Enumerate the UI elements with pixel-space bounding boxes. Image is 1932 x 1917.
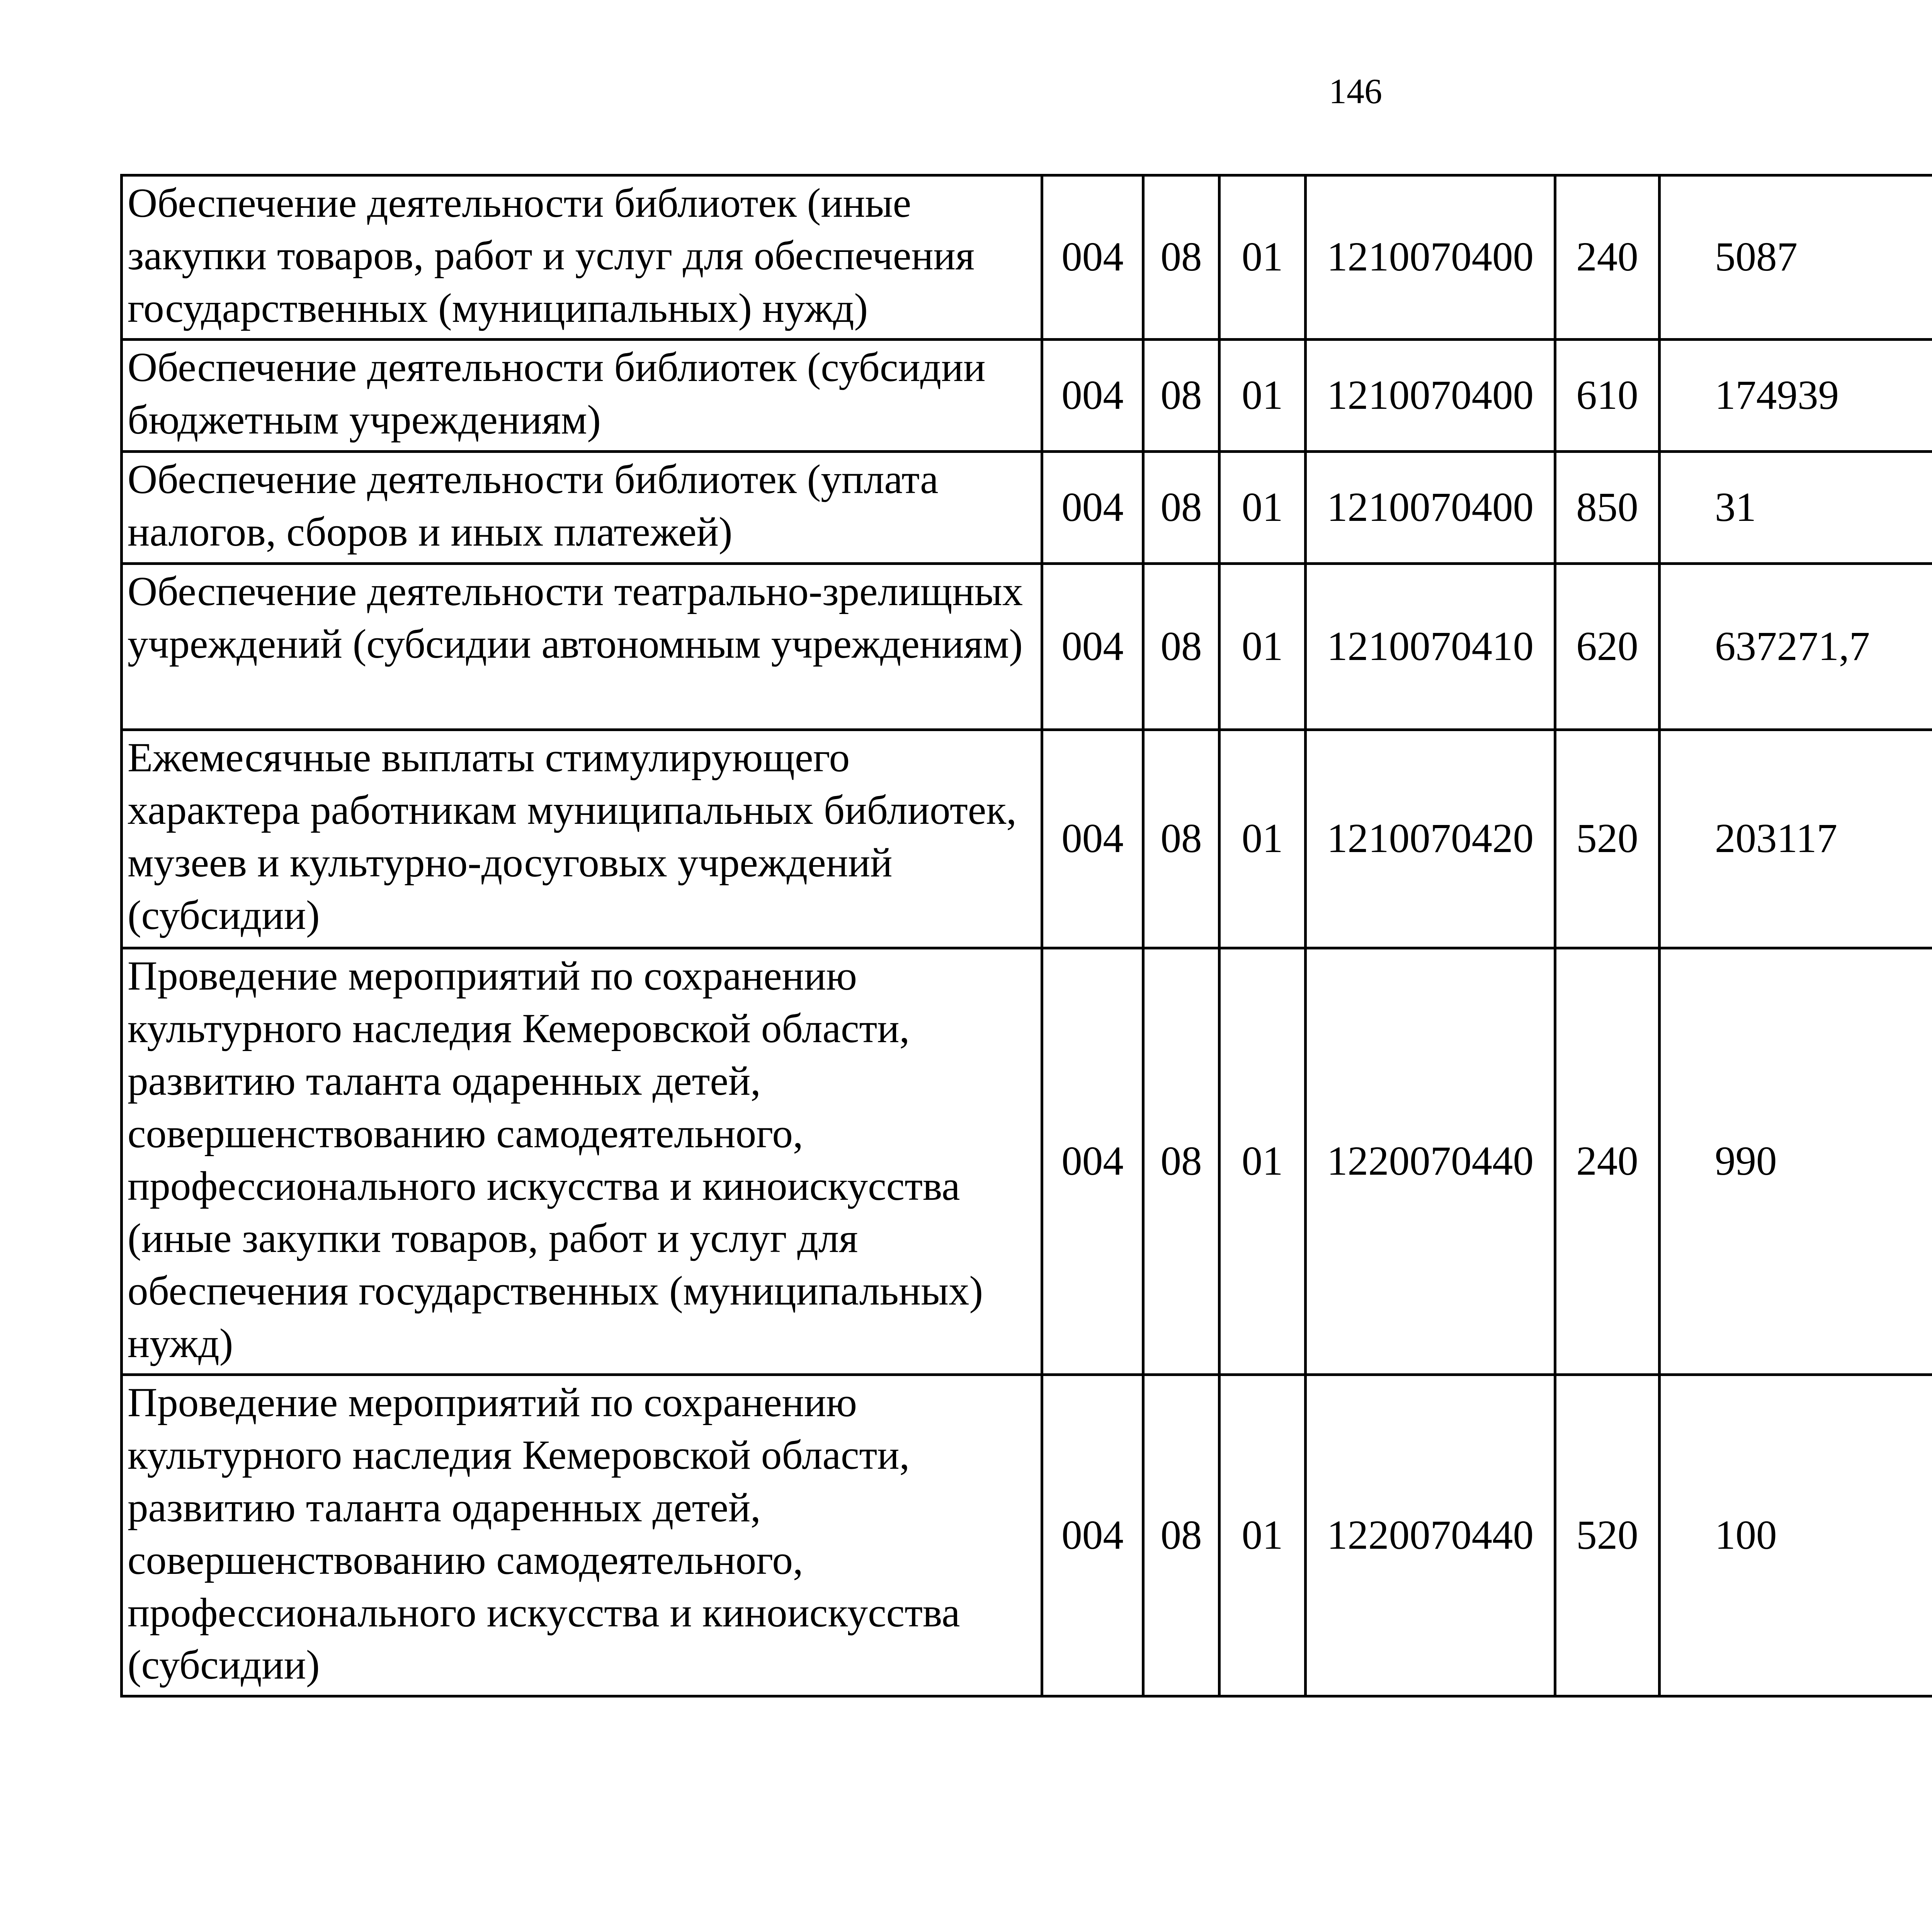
description-line: (иные закупки товаров, работ и услуг для [128, 1216, 858, 1262]
description-line: Ежемесячные выплаты стимулирующего [128, 735, 850, 781]
ministry-code-cell: 004 [1042, 948, 1143, 1375]
amount-year-1-cell: 203117 [1660, 730, 1932, 948]
description-line: развитию таланта одаренных детей, [128, 1485, 761, 1531]
description-line: музеев и культурно-досуговых учреждений [128, 840, 893, 886]
section-code-cell: 08 [1143, 730, 1219, 948]
expense-type-cell: 240 [1555, 175, 1660, 340]
table-row [122, 340, 1932, 452]
description-line: бюджетным учреждениям) [128, 397, 601, 443]
description-line: налогов, сборов и иных платежей) [128, 509, 733, 555]
subsection-code-cell: 01 [1219, 564, 1306, 730]
expense-type-cell: 520 [1555, 1375, 1660, 1696]
section-code-cell: 08 [1143, 1375, 1219, 1696]
section-code-cell: 08 [1143, 340, 1219, 452]
subsection-code-cell: 01 [1219, 340, 1306, 452]
ministry-code-cell: 004 [1042, 564, 1143, 730]
description-line: развитию таланта одаренных детей, [128, 1058, 761, 1104]
description-line: совершенствованию самодеятельного, [128, 1537, 803, 1583]
expense-type-cell: 620 [1555, 564, 1660, 730]
description-line: культурного наследия Кемеровской области, [128, 1005, 910, 1051]
description-line: совершенствованию самодеятельного, [128, 1111, 803, 1157]
description-cell [122, 730, 1042, 948]
description-line: государственных (муниципальных) нужд) [128, 285, 868, 331]
table-row [122, 948, 1932, 1375]
table-row [122, 1375, 1932, 1696]
section-code-cell: 08 [1143, 564, 1219, 730]
description-line: профессионального искусства и киноискусства [128, 1590, 960, 1636]
description-line: Обеспечение деятельности библиотек (иные [128, 180, 912, 226]
expense-type-cell: 520 [1555, 730, 1660, 948]
page-number: 146 [1329, 71, 1382, 111]
description-cell [122, 948, 1042, 1375]
description-line: закупки товаров, работ и услуг для обеспечения [128, 233, 975, 279]
table-body [122, 175, 1932, 1696]
amount-year-1-cell: 637271,7 [1660, 564, 1932, 730]
description-line: нужд) [128, 1321, 233, 1367]
table-row [122, 730, 1932, 948]
subsection-code-cell: 01 [1219, 1375, 1306, 1696]
target-article-cell: 1220070440 [1306, 1375, 1555, 1696]
description-line: Обеспечение деятельности театрально-зрелищных [128, 569, 1023, 614]
description-cell [122, 1375, 1042, 1696]
target-article-cell: 1210070400 [1306, 340, 1555, 452]
target-article-cell: 1210070400 [1306, 175, 1555, 340]
subsection-code-cell: 01 [1219, 452, 1306, 564]
description-cell [122, 340, 1042, 452]
budget-table [120, 174, 1932, 1698]
description-line: профессионального искусства и киноискусства [128, 1163, 960, 1209]
expense-type-cell: 240 [1555, 948, 1660, 1375]
description-line: обеспечения государственных (муниципальных) [128, 1268, 983, 1314]
description-line: (субсидии) [128, 1642, 320, 1688]
section-code-cell: 08 [1143, 452, 1219, 564]
ministry-code-cell: 004 [1042, 340, 1143, 452]
description-line: Обеспечение деятельности библиотек (уплата [128, 457, 939, 502]
amount-year-1-cell: 31 [1660, 452, 1932, 564]
description-line: Обеспечение деятельности библиотек (субсидии [128, 345, 986, 390]
expense-type-cell: 610 [1555, 340, 1660, 452]
description-line: характера работникам муниципальных библиотек, [128, 787, 1017, 833]
description-cell [122, 452, 1042, 564]
description-cell [122, 564, 1042, 730]
table-row [122, 564, 1932, 730]
target-article-cell: 1210070410 [1306, 564, 1555, 730]
subsection-code-cell: 01 [1219, 175, 1306, 340]
subsection-code-cell: 01 [1219, 948, 1306, 1375]
expense-type-cell: 850 [1555, 452, 1660, 564]
section-code-cell: 08 [1143, 948, 1219, 1375]
description-line: Проведение мероприятий по сохранению [128, 953, 857, 999]
ministry-code-cell: 004 [1042, 175, 1143, 340]
ministry-code-cell: 004 [1042, 452, 1143, 564]
table-row [122, 452, 1932, 564]
amount-year-1-cell: 100 [1660, 1375, 1932, 1696]
description-cell [122, 175, 1042, 340]
ministry-code-cell: 004 [1042, 1375, 1143, 1696]
description-line: (субсидии) [128, 892, 320, 938]
ministry-code-cell: 004 [1042, 730, 1143, 948]
description-line: культурного наследия Кемеровской области, [128, 1432, 910, 1478]
table-row [122, 175, 1932, 340]
description-line: учреждений (субсидии автономным учреждениям) [128, 621, 1023, 667]
amount-year-1-cell: 990 [1660, 948, 1932, 1375]
amount-year-1-cell: 174939 [1660, 340, 1932, 452]
section-code-cell: 08 [1143, 175, 1219, 340]
target-article-cell: 1210070400 [1306, 452, 1555, 564]
amount-year-1-cell: 5087 [1660, 175, 1932, 340]
description-line: Проведение мероприятий по сохранению [128, 1380, 857, 1425]
target-article-cell: 1220070440 [1306, 948, 1555, 1375]
target-article-cell: 1210070420 [1306, 730, 1555, 948]
subsection-code-cell: 01 [1219, 730, 1306, 948]
